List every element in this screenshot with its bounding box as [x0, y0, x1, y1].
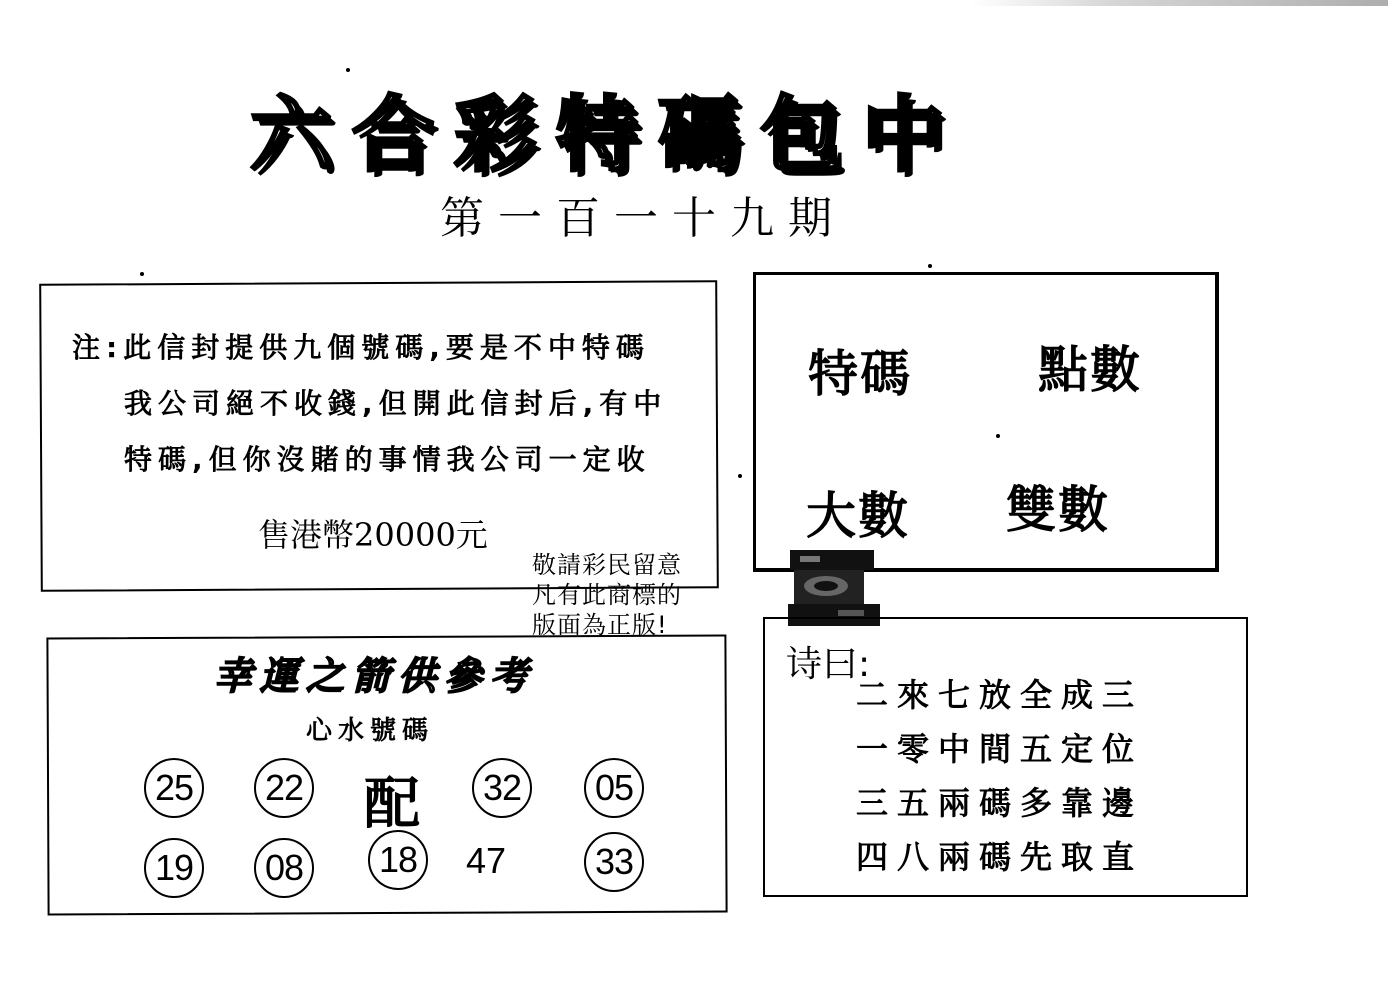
note-text	[72, 320, 702, 488]
trademark-logo	[786, 548, 882, 628]
note-line: 特碼,但你沒賭的事情我公司一定收	[124, 443, 651, 476]
scan-speck	[928, 264, 932, 268]
price-text: 售港幣20000元	[258, 516, 488, 554]
notice-line: 敬請彩民留意	[532, 551, 682, 579]
number-ball: 33	[584, 832, 644, 892]
notice-line: 凡有此商標的	[532, 581, 682, 609]
number-ball: 32	[472, 758, 532, 818]
pair-label: 配	[364, 772, 420, 837]
number-ball: 05	[584, 758, 644, 818]
stat-points: 點數	[1038, 341, 1142, 399]
scan-speck	[738, 474, 742, 478]
stat-even-number: 雙數	[1006, 481, 1110, 539]
stat-big-number: 大數	[806, 487, 910, 545]
scan-edge	[0, 0, 1388, 6]
number-ball: 19	[144, 838, 204, 898]
number-ball: 22	[254, 758, 314, 818]
note-line: 注:此信封提供九個號碼,要是不中特碼	[72, 331, 650, 364]
authenticity-notice	[532, 550, 772, 640]
number-ball: 18	[368, 830, 428, 890]
issue-number: 第一百一十九期	[440, 193, 846, 244]
poem-text	[856, 668, 1143, 884]
poem-line: 一零中間五定位	[856, 730, 1144, 768]
poem-label: 诗曰:	[786, 644, 871, 685]
number-text: 47	[466, 840, 507, 881]
scan-speck	[346, 68, 350, 72]
poem-line: 二來七放全成三	[856, 676, 1144, 714]
number-ball: 25	[144, 758, 204, 818]
stat-special-number: 特碼	[808, 345, 912, 403]
page-title: 六合彩特碼包中	[250, 87, 965, 183]
scan-speck	[996, 434, 1000, 438]
lucky-title: 幸運之箭供參考	[214, 653, 537, 698]
poem-line: 三五兩碼多靠邊	[856, 784, 1144, 822]
note-line: 我公司絕不收錢,但開此信封后,有中	[124, 387, 668, 420]
number-ball: 08	[254, 838, 314, 898]
poem-line: 四八兩碼先取直	[856, 838, 1144, 876]
scan-speck	[140, 272, 144, 276]
notice-line: 版面為正版!	[532, 611, 668, 639]
lucky-subtitle: 心水號碼	[306, 716, 435, 746]
